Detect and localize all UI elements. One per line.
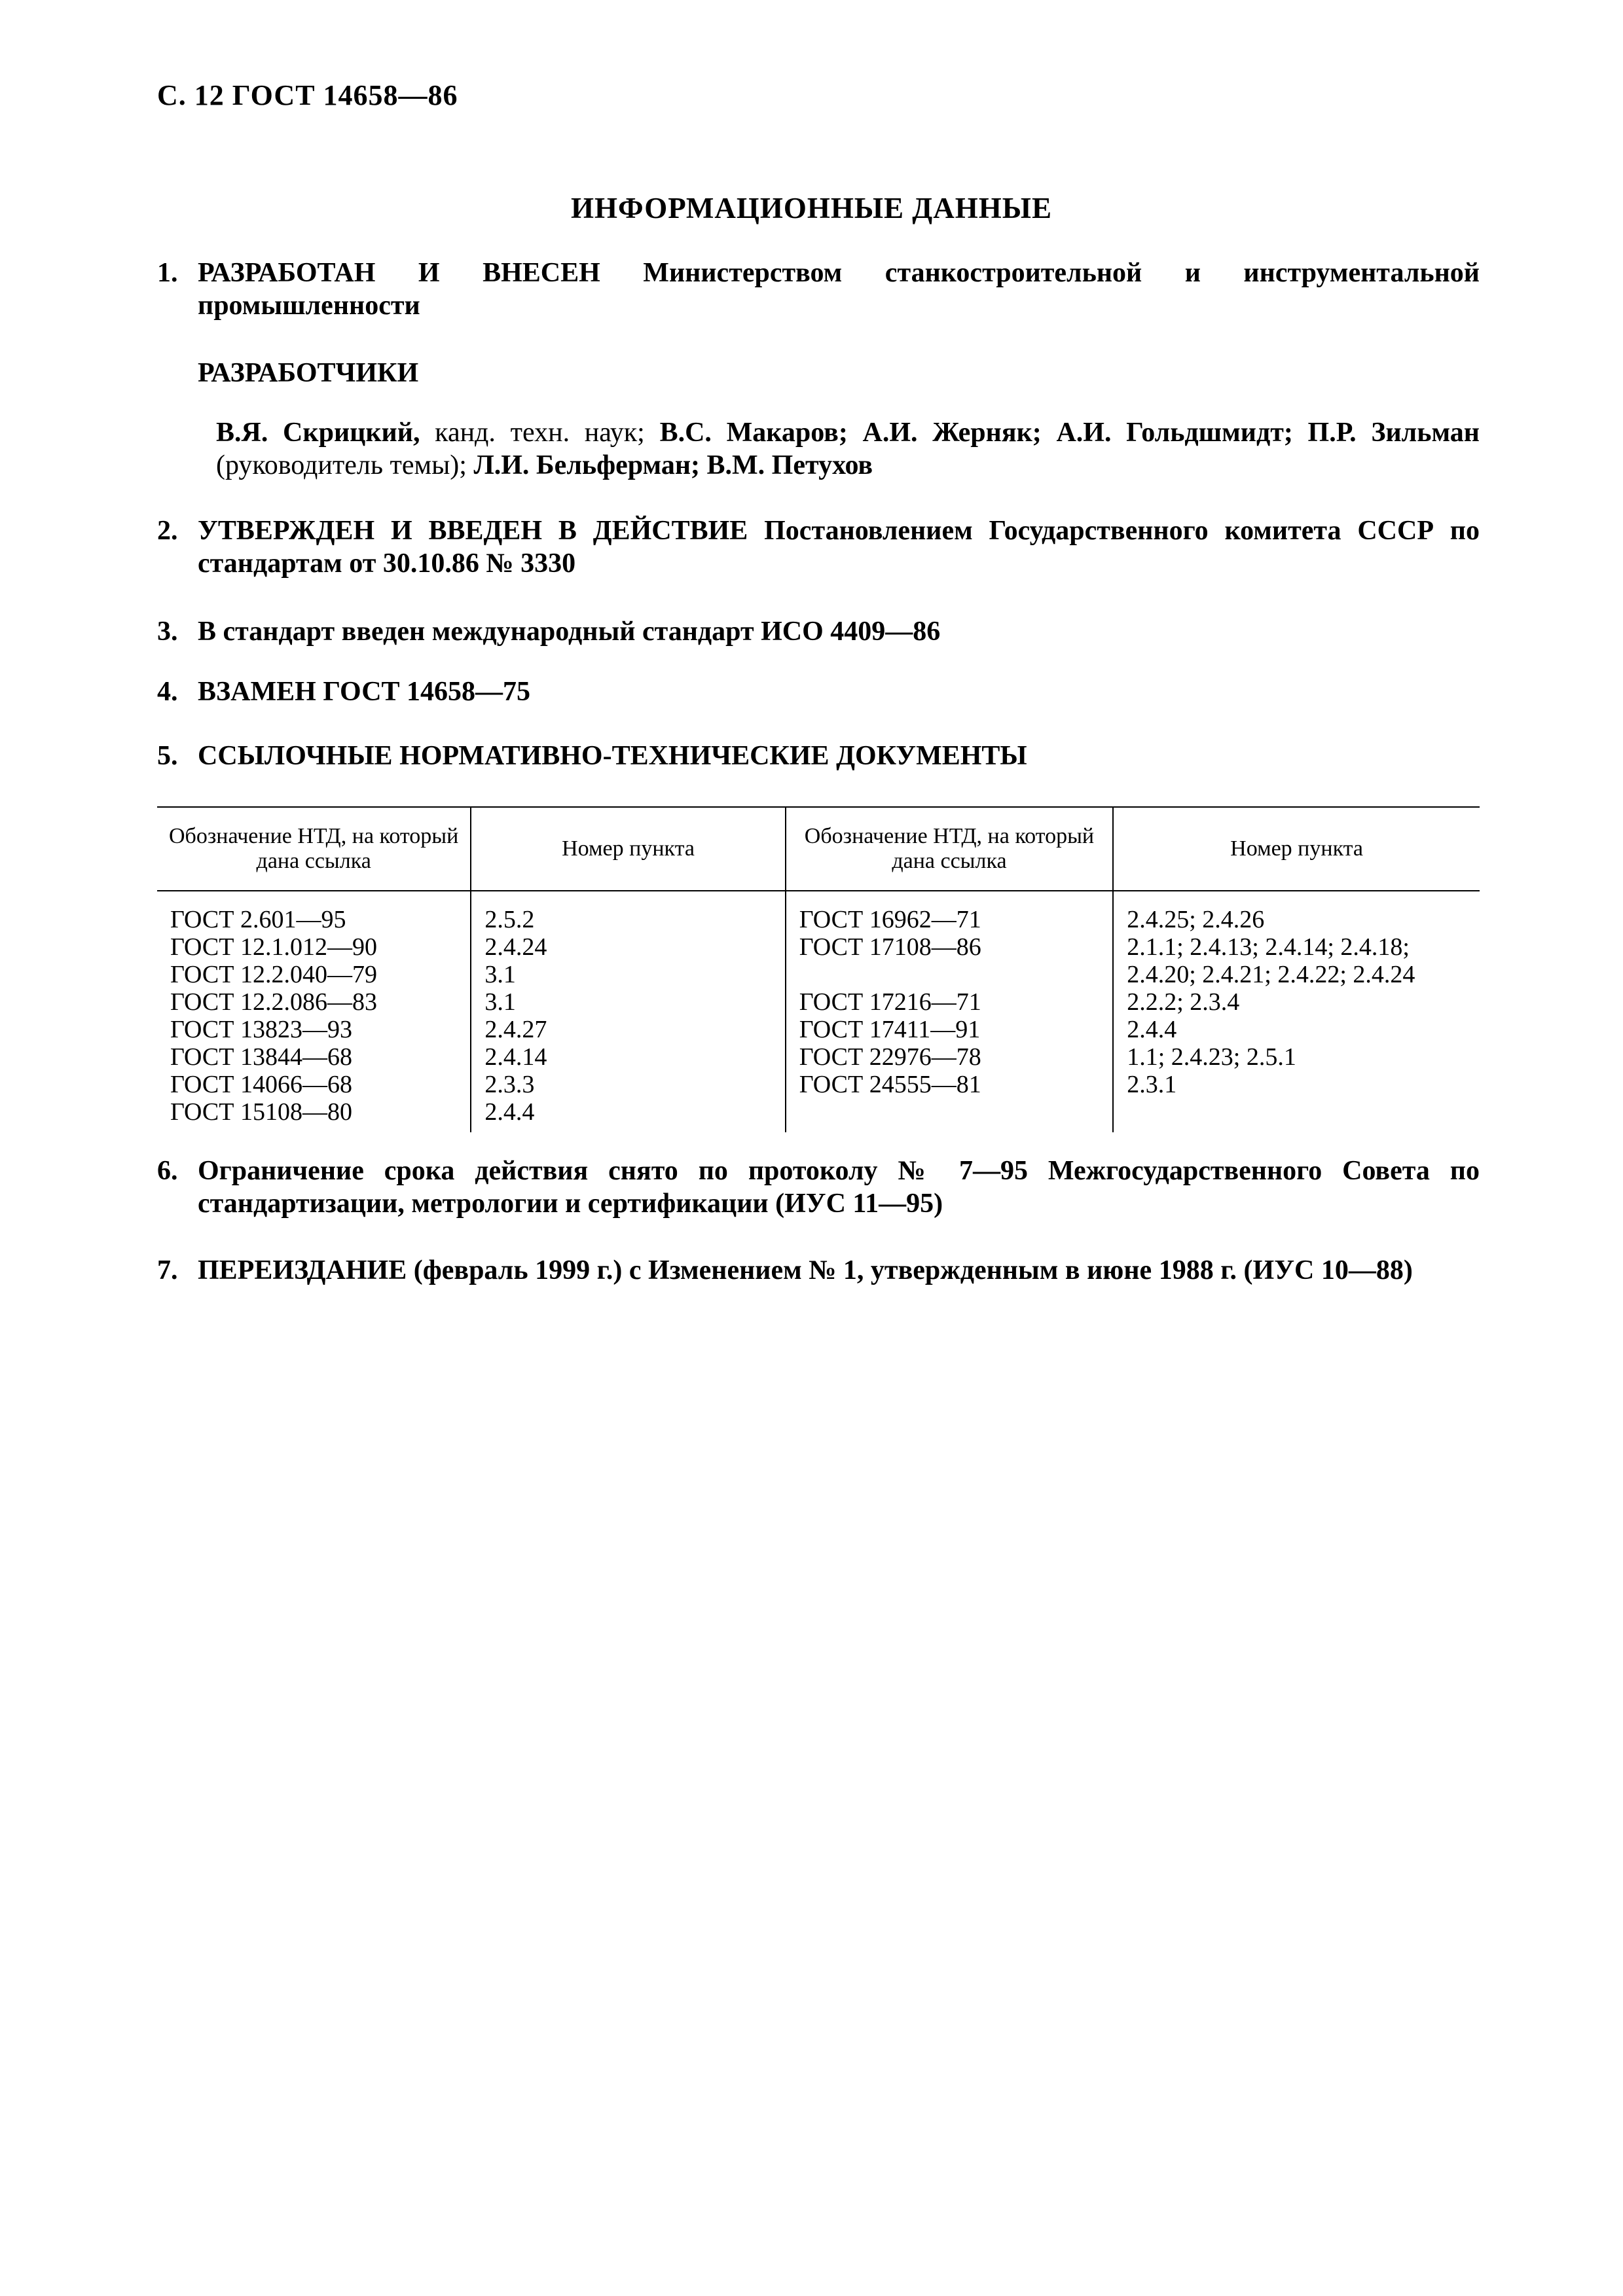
doc-code: ГОСТ 16962—71 [799,906,981,933]
point-number: 2.5.2 [484,906,535,933]
left-docs-cell [157,891,471,1132]
doc-code: ГОСТ 13844—68 [170,1043,352,1071]
item-text: РАЗРАБОТАН И ВНЕСЕН Министерством станкостроительной и инструментальной промышленности [198,258,1480,321]
doc-code: ГОСТ 24555—81 [799,1071,981,1098]
developer-names: Л.И. Бельферман; В.М. Петухов [473,450,873,480]
right-points-cell [1113,891,1480,1132]
point-number: 2.2.2; 2.3.4 [1127,988,1240,1016]
item-text: ВЗАМЕН ГОСТ 14658—75 [198,677,531,707]
column-header: Номер пункта [1113,807,1480,891]
info-item-2 [157,514,1480,580]
point-number: 2.4.24 [484,933,547,961]
point-number: 2.4.14 [484,1043,547,1071]
doc-code: ГОСТ 22976—78 [799,1043,981,1071]
developers-list [216,416,1480,482]
point-number: 1.1; 2.4.23; 2.5.1 [1127,1043,1296,1071]
point-number: 2.4.27 [484,1016,547,1043]
point-number: 3.1 [484,961,516,988]
doc-code: ГОСТ 12.2.086—83 [170,988,377,1016]
item-number: 3. [157,617,178,647]
column-header: Обозначение НТД, на который дана ссылка [786,807,1113,891]
developer-role: (руководитель темы); [216,450,474,480]
doc-code: ГОСТ 12.2.040—79 [170,961,377,988]
item-text: УТВЕРЖДЕН И ВВЕДЕН В ДЕЙСТВИЕ Постановлением Государственного комитета СССР по стандартам от 30.10.86 № 3330 [198,516,1480,579]
point-number: 2.4.4 [1127,1016,1177,1043]
item-number: 7. [157,1255,178,1285]
info-item-1 [157,257,1480,322]
doc-code: ГОСТ 17216—71 [799,988,981,1016]
point-number: 2.4.20; 2.4.21; 2.4.22; 2.4.24 [1127,961,1415,988]
column-header: Обозначение НТД, на который дана ссылка [157,807,471,891]
doc-code: ГОСТ 15108—80 [170,1098,352,1126]
item-number: 4. [157,677,178,707]
blank-line [799,961,1099,988]
point-number: 2.4.4 [484,1098,535,1126]
info-item-7 [157,1254,1480,1287]
developer-name: В.Я. Скрицкий, [216,418,420,448]
point-number: 2.1.1; 2.4.13; 2.4.14; 2.4.18; [1127,933,1410,961]
developers-heading: РАЗРАБОТЧИКИ [198,358,419,388]
developer-role: канд. техн. наук; [420,418,660,448]
table-header-row [157,807,1480,891]
info-item-6 [157,1155,1480,1220]
item-text: ССЫЛОЧНЫЕ НОРМАТИВНО-ТЕХНИЧЕСКИЕ ДОКУМЕНТЫ [198,741,1027,771]
item-number: 2. [157,516,178,546]
item-number: 5. [157,741,178,771]
point-number: 3.1 [484,988,516,1016]
doc-code: ГОСТ 17108—86 [799,933,981,961]
doc-code: ГОСТ 14066—68 [170,1071,352,1098]
info-item-5 [157,740,1480,772]
page-header: С. 12 ГОСТ 14658—86 [157,79,458,111]
page-title: ИНФОРМАЦИОННЫЕ ДАННЫЕ [571,192,1052,224]
doc-code: ГОСТ 12.1.012—90 [170,933,377,961]
point-number: 2.3.1 [1127,1071,1177,1098]
info-item-3 [157,615,1480,648]
point-number: 2.4.25; 2.4.26 [1127,906,1265,933]
item-number: 6. [157,1156,178,1186]
item-text: В стандарт введен международный стандарт ИСО 4409—86 [198,617,941,647]
doc-code: ГОСТ 17411—91 [799,1016,981,1043]
point-number: 2.3.3 [484,1071,535,1098]
item-number: 1. [157,258,178,288]
table-row [157,891,1480,1132]
info-item-4 [157,675,1480,708]
developer-names: В.С. Макаров; А.И. Жерняк; А.И. Гольдшмидт; П.Р. Зильман [659,418,1480,448]
item-text: Ограничение срока действия снято по протоколу № 7—95 Межгосударственного Совета по стандартизации, метрологии и сертификации (ИУС 11—95) [198,1156,1480,1219]
item-text: ПЕРЕИЗДАНИЕ (февраль 1999 г.) с Изменением № 1, утвержденным в июне 1988 г. (ИУС 10—88) [198,1255,1413,1285]
column-header: Номер пункта [471,807,785,891]
left-points-cell [471,891,785,1132]
doc-code: ГОСТ 2.601—95 [170,906,346,933]
doc-code: ГОСТ 13823—93 [170,1016,352,1043]
references-table [157,806,1480,1132]
right-docs-cell [786,891,1113,1132]
